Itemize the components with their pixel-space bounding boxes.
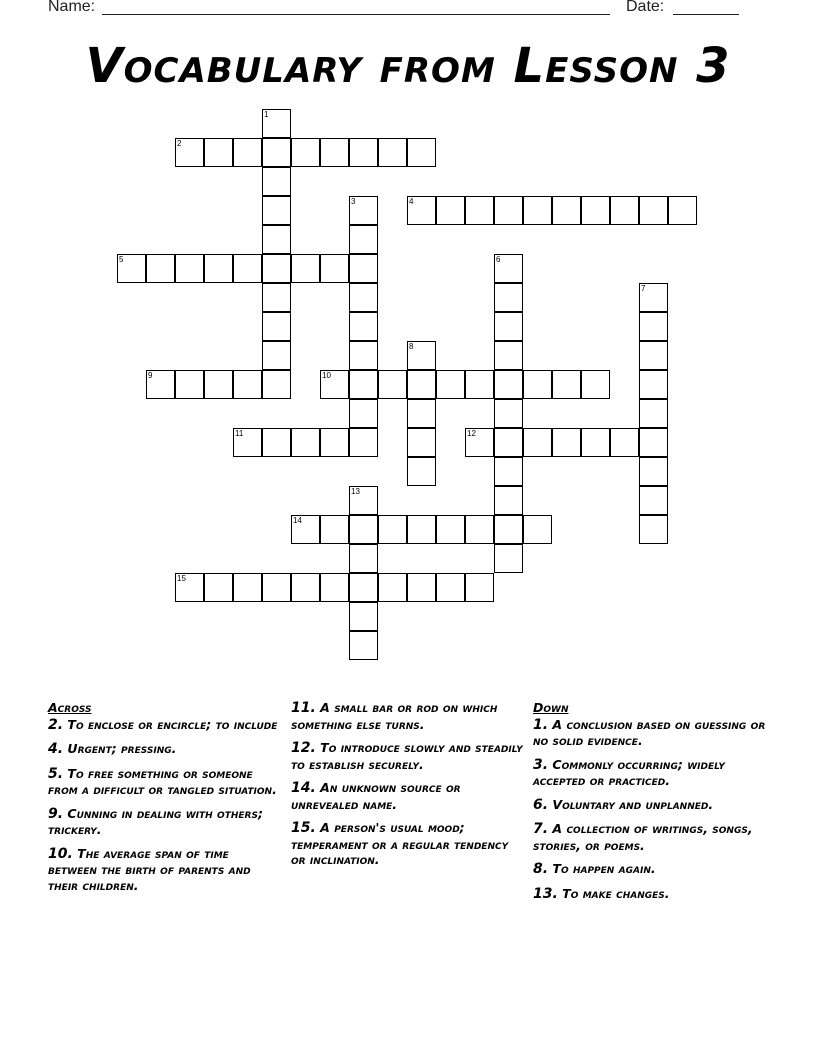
- grid-cell[interactable]: [378, 370, 407, 399]
- grid-cell[interactable]: [291, 428, 320, 457]
- clue-item: 3. Commonly occurring; widely accepted or practiced.: [533, 756, 725, 788]
- grid-cell[interactable]: [552, 370, 581, 399]
- grid-cell[interactable]: [523, 196, 552, 225]
- clue-number: 5: [119, 255, 124, 264]
- grid-cell[interactable]: [494, 544, 523, 573]
- clue-item: 2. To enclose or encircle; to include: [48, 716, 278, 733]
- grid-cell[interactable]: [639, 428, 668, 457]
- grid-cell[interactable]: [465, 573, 494, 602]
- clue-number: 15: [177, 574, 186, 583]
- clue-number: 10: [322, 371, 331, 380]
- grid-cell[interactable]: [407, 573, 436, 602]
- grid-cell[interactable]: [320, 138, 349, 167]
- grid-cell[interactable]: [494, 312, 523, 341]
- grid-cell[interactable]: [407, 341, 436, 370]
- grid-cell[interactable]: [262, 573, 291, 602]
- grid-cell[interactable]: [262, 283, 291, 312]
- grid-cell[interactable]: [465, 370, 494, 399]
- clue-item: 15. A person's usual mood; temperament or a regular tendency or inclination.: [291, 820, 509, 867]
- grid-cell[interactable]: [262, 225, 291, 254]
- grid-cell[interactable]: [465, 428, 494, 457]
- grid-cell[interactable]: [378, 573, 407, 602]
- grid-cell[interactable]: [407, 399, 436, 428]
- grid-cell[interactable]: [262, 138, 291, 167]
- grid-cell[interactable]: [552, 428, 581, 457]
- grid-cell[interactable]: [436, 370, 465, 399]
- down-clues: [533, 700, 773, 910]
- grid-cell[interactable]: [494, 341, 523, 370]
- grid-cell[interactable]: [262, 341, 291, 370]
- grid-cell[interactable]: [175, 138, 204, 167]
- grid-cell[interactable]: [117, 254, 146, 283]
- grid-cell[interactable]: [610, 428, 639, 457]
- clue-number: 3: [351, 197, 356, 206]
- grid-cell[interactable]: [146, 370, 175, 399]
- clue-number: 2: [177, 139, 182, 148]
- grid-cell[interactable]: [349, 428, 378, 457]
- grid-cell[interactable]: [349, 341, 378, 370]
- name-label: Name:: [48, 0, 96, 15]
- grid-cell[interactable]: [407, 515, 436, 544]
- grid-cell[interactable]: [407, 370, 436, 399]
- grid-cell[interactable]: [436, 515, 465, 544]
- grid-cell[interactable]: [494, 486, 523, 515]
- grid-cell[interactable]: [320, 573, 349, 602]
- clue-number: 7: [641, 284, 646, 293]
- grid-cell[interactable]: [320, 515, 349, 544]
- date-label: Date:: [626, 0, 665, 15]
- grid-cell[interactable]: [233, 428, 262, 457]
- across-clues: [48, 700, 280, 901]
- grid-cell[interactable]: [610, 196, 639, 225]
- clue-item: 12. To introduce slowly and steadily to establish securely.: [291, 740, 523, 772]
- grid-cell[interactable]: [639, 341, 668, 370]
- grid-cell[interactable]: [494, 515, 523, 544]
- grid-cell[interactable]: [639, 399, 668, 428]
- across-clues-continued: [291, 700, 523, 876]
- clue-item: 1. A conclusion based on guessing or no solid evidence.: [533, 716, 766, 748]
- grid-cell[interactable]: [639, 370, 668, 399]
- grid-cell[interactable]: [320, 370, 349, 399]
- grid-cell[interactable]: [291, 138, 320, 167]
- grid-cell[interactable]: [494, 457, 523, 486]
- down-heading: Down: [533, 700, 569, 715]
- grid-cell[interactable]: [233, 254, 262, 283]
- grid-cell[interactable]: [262, 370, 291, 399]
- grid-cell[interactable]: [262, 254, 291, 283]
- grid-cell[interactable]: [175, 370, 204, 399]
- clue-number: 6: [496, 255, 501, 264]
- grid-cell[interactable]: [523, 515, 552, 544]
- grid-cell[interactable]: [581, 370, 610, 399]
- grid-cell[interactable]: [494, 399, 523, 428]
- clue-item: 5. To free something or someone from a difficult or tangled situation.: [48, 765, 277, 797]
- grid-cell[interactable]: [407, 428, 436, 457]
- grid-cell[interactable]: [204, 254, 233, 283]
- clue-item: 10. The average span of time between the birth of parents and their children.: [48, 845, 251, 893]
- grid-cell[interactable]: [349, 602, 378, 631]
- grid-cell[interactable]: [349, 254, 378, 283]
- grid-cell[interactable]: [639, 457, 668, 486]
- grid-cell[interactable]: [639, 515, 668, 544]
- clue-item: 11. A small bar or rod on which something else turns.: [291, 700, 498, 732]
- grid-cell[interactable]: [465, 196, 494, 225]
- grid-cell[interactable]: [494, 254, 523, 283]
- clue-number: 4: [409, 197, 414, 206]
- grid-cell[interactable]: [494, 196, 523, 225]
- grid-cell[interactable]: [262, 167, 291, 196]
- clue-number: 11: [235, 429, 244, 438]
- grid-cell[interactable]: [349, 312, 378, 341]
- grid-cell[interactable]: [407, 457, 436, 486]
- grid-cell[interactable]: [291, 515, 320, 544]
- grid-cell[interactable]: [204, 370, 233, 399]
- grid-cell[interactable]: [349, 196, 378, 225]
- grid-cell[interactable]: [523, 428, 552, 457]
- grid-cell[interactable]: [349, 138, 378, 167]
- grid-cell[interactable]: [436, 573, 465, 602]
- grid-cell[interactable]: [494, 428, 523, 457]
- grid-cell[interactable]: [378, 515, 407, 544]
- grid-cell[interactable]: [233, 138, 262, 167]
- grid-cell[interactable]: [639, 486, 668, 515]
- clue-item: 4. Urgent; pressing.: [48, 741, 177, 757]
- grid-cell[interactable]: [349, 631, 378, 660]
- grid-cell[interactable]: [639, 283, 668, 312]
- grid-cell[interactable]: [175, 573, 204, 602]
- page-title: Vocabulary from Lesson 3: [85, 38, 731, 94]
- grid-cell[interactable]: [233, 370, 262, 399]
- clue-number: 8: [409, 342, 414, 351]
- clue-item: 13. To make changes.: [533, 885, 670, 902]
- grid-cell[interactable]: [349, 283, 378, 312]
- grid-cell[interactable]: [204, 138, 233, 167]
- grid-cell[interactable]: [465, 515, 494, 544]
- grid-cell[interactable]: [262, 312, 291, 341]
- grid-cell[interactable]: [349, 225, 378, 254]
- grid-cell[interactable]: [204, 573, 233, 602]
- grid-cell[interactable]: [349, 399, 378, 428]
- grid-cell[interactable]: [581, 428, 610, 457]
- clue-number: 1: [264, 110, 269, 119]
- clue-item: 14. An unknown source or unrevealed name.: [291, 780, 461, 812]
- clue-number: 12: [467, 429, 476, 438]
- grid-cell[interactable]: [349, 573, 378, 602]
- grid-cell[interactable]: [320, 254, 349, 283]
- grid-cell[interactable]: [291, 254, 320, 283]
- grid-cell[interactable]: [436, 196, 465, 225]
- grid-cell[interactable]: [262, 196, 291, 225]
- clue-number: 14: [293, 516, 302, 525]
- clue-number: 13: [351, 487, 360, 496]
- grid-cell[interactable]: [668, 196, 697, 225]
- grid-cell[interactable]: [523, 370, 552, 399]
- grid-cell[interactable]: [494, 283, 523, 312]
- clue-item: 6. Voluntary and unplanned.: [533, 796, 714, 813]
- grid-cell[interactable]: [233, 573, 262, 602]
- grid-cell[interactable]: [639, 312, 668, 341]
- grid-cell[interactable]: [581, 196, 610, 225]
- clue-number: 9: [148, 371, 153, 380]
- grid-cell[interactable]: [349, 544, 378, 573]
- grid-cell[interactable]: [175, 254, 204, 283]
- grid-cell[interactable]: [320, 428, 349, 457]
- grid-cell[interactable]: [349, 515, 378, 544]
- grid-cell[interactable]: [639, 196, 668, 225]
- grid-cell[interactable]: [349, 486, 378, 515]
- clue-item: 7. A collection of writings, songs, stories, or poems.: [533, 821, 753, 853]
- grid-cell[interactable]: [262, 428, 291, 457]
- grid-cell[interactable]: [407, 196, 436, 225]
- grid-cell[interactable]: [378, 138, 407, 167]
- clue-item: 9. Cunning in dealing with others; trickery.: [48, 805, 263, 837]
- grid-cell[interactable]: [291, 573, 320, 602]
- clue-item: 8. To happen again.: [533, 861, 656, 877]
- grid-cell[interactable]: [552, 196, 581, 225]
- grid-cell[interactable]: [146, 254, 175, 283]
- grid-cell[interactable]: [262, 109, 291, 138]
- across-heading: Across: [48, 700, 92, 715]
- grid-cell[interactable]: [407, 138, 436, 167]
- grid-cell[interactable]: [349, 370, 378, 399]
- grid-cell[interactable]: [494, 370, 523, 399]
